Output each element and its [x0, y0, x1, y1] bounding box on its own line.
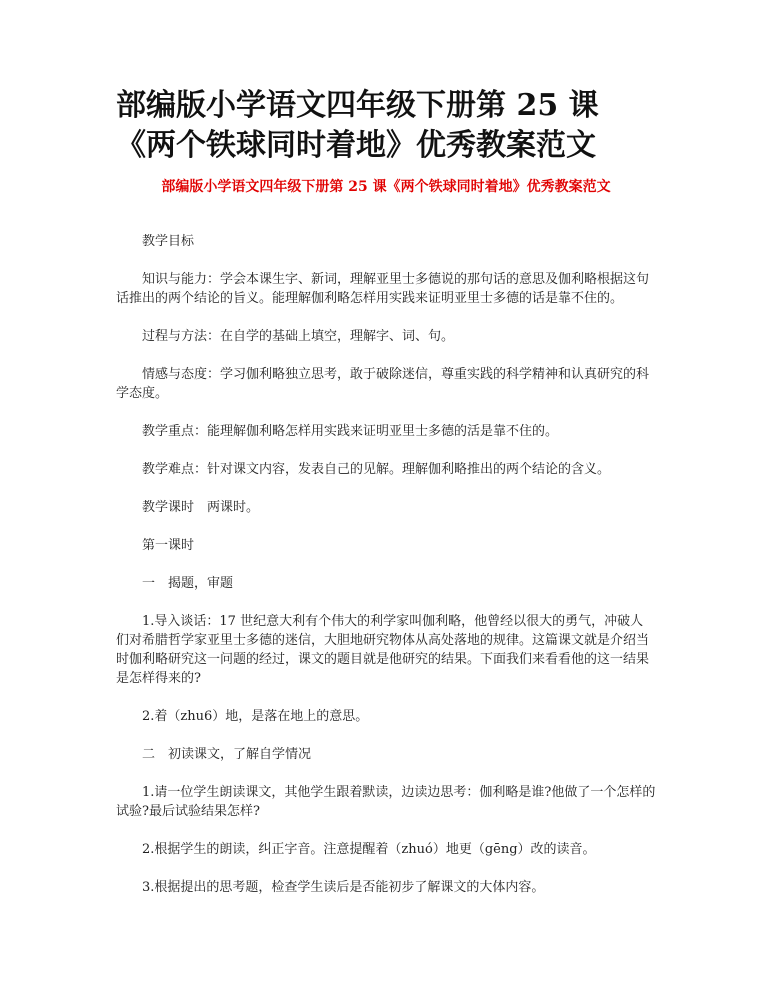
paragraph-teaching-goals: 教学目标: [142, 234, 195, 249]
paragraph-class-hours: 教学课时 两课时。: [142, 500, 260, 515]
paragraph-reading-task: 1.请一位学生朗读课文，其他学生跟着默读，边读边思考：伽利略是谁?他做了一个怎样的试验?最后试验结果怎样?: [116, 785, 656, 819]
paragraph-knowledge-ability: 知识与能力：学会本课生字、新词，理解亚里士多德说的那句话的意思及伽利略根据这句话推出的两个结论的旨义。能理解伽利略怎样用实践来证明亚里士多德的话是靠不住的。: [116, 272, 650, 306]
document-body: [116, 232, 656, 916]
paragraph-intro-talk: 1.导入谈话：17 世纪意大利有个伟大的利学家叫伽利略，他曾经以很大的勇气，冲破人们对希腊哲学家亚里士多德的迷信，大胆地研究物体从高处落地的规律。这篇课文就是介绍当时伽利略研究这一问题的经过，课文的题目就是他研究的结果。下面我们来看看他的这一结果是怎样得来的?: [116, 614, 650, 686]
title-line-1: 部编版小学语文四年级下册第 25 课: [116, 88, 599, 123]
paragraph-check-understanding: 3.根据提出的思考题，检查学生读后是否能初步了解课文的大体内容。: [142, 880, 545, 895]
paragraph-section-one: 一 揭题，审题: [142, 576, 234, 591]
title-line-2: 《两个铁球同时着地》优秀教案范文: [116, 128, 596, 163]
paragraph-difficult-point: 教学难点：针对课文内容，发表自己的见解。理解伽利略推出的两个结论的含义。: [142, 462, 611, 477]
paragraph-correct-pronunciation: 2.根据学生的朗读，纠正字音。注意提醒着（zhuó）地更（gēng）改的读音。: [142, 842, 596, 857]
paragraph-pronunciation: 2.着（zhu6）地，是落在地上的意思。: [142, 709, 369, 724]
document-subtitle: 部编版小学语文四年级下册第 25 课《两个铁球同时着地》优秀教案范文: [161, 179, 611, 195]
paragraph-section-two: 二 初读课文，了解自学情况: [142, 747, 312, 762]
paragraph-first-lesson: 第一课时: [142, 538, 195, 553]
paragraph-emotion-attitude: 情感与态度：学习伽利略独立思考，敢于破除迷信，尊重实践的科学精神和认真研究的科学态度。: [116, 367, 650, 401]
paragraph-process-method: 过程与方法：在自学的基础上填空，理解字、词、句。: [142, 329, 455, 344]
document-title: [116, 86, 676, 166]
paragraph-key-point: 教学重点：能理解伽利略怎样用实践来证明亚里士多德的活是靠不住的。: [142, 424, 559, 439]
